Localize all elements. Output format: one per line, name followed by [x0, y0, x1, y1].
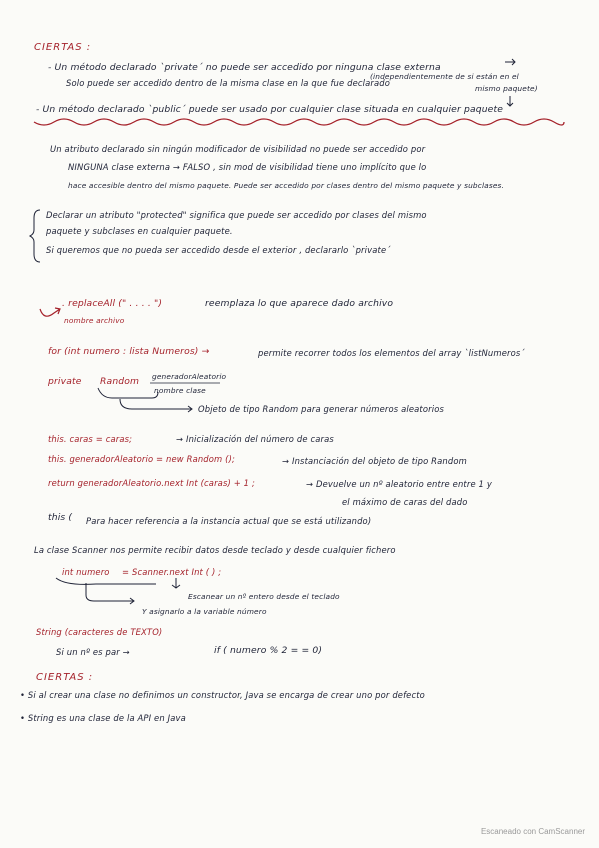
desc-this: Para hacer referencia a la instancia actual que se está utilizando) [86, 516, 372, 526]
note-protected-1: Declarar un atributo "protected" significa que puede ser accedido por clases del mismo [46, 210, 427, 220]
note-constructor: • Si al crear una clase no definimos un constructor, Java se encarga de crear uno por defecto [20, 690, 425, 700]
note-default-visibility-1: Un atributo declarado sin ningún modificador de visibilidad no puede ser accedido por [50, 144, 426, 154]
desc-replaceall: reemplaza lo que aparece dado archivo [205, 298, 394, 309]
code-random: Random [100, 376, 140, 387]
note-scanner: La clase Scanner nos permite recibir datos desde teclado y desde cualquier fichero [34, 545, 396, 555]
underline-brace [98, 388, 158, 398]
note-private-attr: Si queremos que no pueda ser accedido desde el exterior , declararlo `private´ [46, 245, 391, 255]
scanner-bracket-2 [172, 578, 180, 588]
code-return: return generadorAleatorio.next Int (caras) + 1 ; [48, 478, 255, 488]
note-paquete-aside-1: (independientemente de si están en el [370, 72, 519, 81]
note-private-method-detail: Solo puede ser accedido dentro de la misma clase en la que fue declarado [66, 78, 391, 88]
arrow-icon [505, 59, 515, 65]
desc-new-random: → Instanciación del objeto de tipo Random [282, 456, 467, 466]
label-generador: generadorAleatorio [152, 372, 227, 381]
curved-arrow-icon [40, 308, 60, 316]
wavy-divider [34, 119, 564, 125]
code-scanner-nextint: = Scanner.next Int ( ) ; [122, 567, 222, 577]
scanner-watermark: Escaneado con CamScanner [480, 827, 585, 836]
code-replaceall: . replaceAll (" . . . . ") [62, 298, 163, 309]
code-this: this ( [48, 512, 73, 523]
bracket-icon [30, 210, 40, 262]
heading-ciertas-1: CIERTAS : [34, 42, 92, 53]
code-private: private [48, 376, 82, 387]
desc-random: Objeto de tipo Random para generar números aleatorios [198, 404, 444, 414]
code-for-loop: for (int numero : lista Numeros) → [48, 346, 210, 357]
desc-return-2: el máximo de caras del dado [342, 497, 468, 507]
note-public-method: - Un método declarado `public´ puede ser usado por cualquier clase situada en cualquier paquete [36, 104, 504, 115]
desc-this-caras: → Inicialización del número de caras [176, 434, 334, 444]
code-int-numero: int numero [62, 567, 110, 577]
code-this-caras: this. caras = caras; [48, 434, 133, 444]
desc-scanner-2: Y asignarlo a la variable número [142, 607, 267, 616]
desc-for-loop: permite recorrer todos los elementos del array `listNumeros´ [258, 348, 525, 358]
note-paquete-aside-2: mismo paquete) [475, 84, 538, 93]
note-protected-2: paquete y subclases en cualquier paquete. [46, 226, 233, 236]
note-string: String (caracteres de TEXTO) [36, 627, 163, 637]
note-default-visibility-3: hace accesible dentro del mismo paquete. Puede ser accedido por clases dentro del mismo paquete y subclases. [68, 181, 505, 190]
scanner-underline [56, 578, 156, 584]
label-nombre-archivo: nombre archivo [64, 316, 125, 325]
code-if-par: if ( numero % 2 = = 0) [214, 645, 323, 656]
code-new-random: this. generadorAleatorio = new Random (); [48, 454, 235, 464]
down-arrow-icon [507, 96, 513, 106]
note-default-visibility-2: NINGUNA clase externa → FALSO , sin mod de visibilidad tiene uno implícito que lo [68, 162, 427, 172]
scanner-bracket [86, 583, 134, 604]
label-nombre-clase: nombre clase [154, 386, 206, 395]
brace-arrow [120, 399, 192, 412]
heading-ciertas-2: CIERTAS : [36, 672, 94, 683]
desc-scanner-1: Escanear un nº entero desde el teclado [188, 592, 340, 601]
desc-return-1: → Devuelve un nº aleatorio entre entre 1 y [306, 479, 492, 489]
note-private-method: - Un método declarado `private´ no puede ser accedido por ninguna clase externa [48, 62, 441, 73]
note-par: Si un nº es par → [56, 647, 130, 657]
note-string-api: • String es una clase de la API en Java [20, 713, 186, 723]
